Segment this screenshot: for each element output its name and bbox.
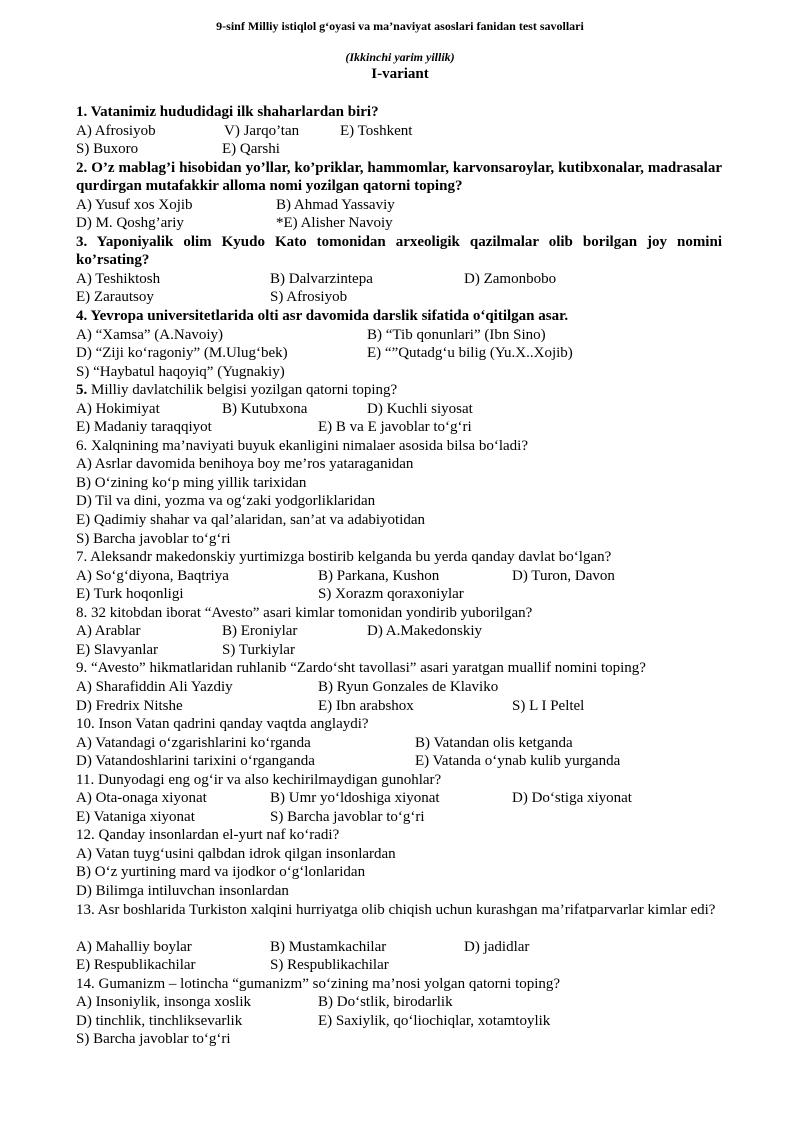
question-9: 9. “Avesto” hikmatlaridan ruhlanib “Zardo‘sht tavollasi” asari yaratgan muallif nomini toping?	[76, 660, 646, 677]
option: A) Teshiktosh	[76, 270, 161, 287]
option: E) Ibn arabshox	[318, 697, 414, 714]
option: B) Parkana, Kushon	[318, 567, 440, 584]
option: B) Do‘stlik, birodarlik	[318, 994, 453, 1011]
option: B) Mustamkachilar	[270, 938, 387, 955]
question-1-options-row-1	[76, 122, 722, 141]
option: D) Fredrix Nitshe	[76, 697, 183, 714]
option: E) Slavyanlar	[76, 641, 159, 658]
option: B) Ahmad Yassaviy	[276, 196, 395, 213]
option: D) Zamonbobo	[464, 270, 557, 287]
option: E) Toshkent	[340, 122, 413, 139]
option: B) Vatandan olis ketganda	[415, 734, 573, 751]
option: D) A.Makedonskiy	[367, 623, 482, 640]
option: B) Umr yo‘ldoshiga xiyonat	[270, 790, 440, 807]
question-7: 7. Aleksandr makedonskiy yurtimizga bostirib kelganda bu yerda qanday davlat bo‘lgan?	[76, 549, 612, 566]
option: E) Respublikachilar	[76, 957, 196, 974]
option: D) Kuchli siyosat	[367, 400, 473, 417]
question-5-text: Milliy davlatchilik belgisi yozilgan qatorni toping?	[87, 382, 398, 399]
question-2-options-row-1	[76, 196, 722, 215]
question-11-options-row-1	[76, 789, 722, 808]
option: E) Madaniy taraqqiyot	[76, 419, 212, 436]
question-3-options-row-1	[76, 270, 722, 289]
semester-label: (Ikkinchi yarim yillik)	[345, 50, 455, 64]
option: D) “Ziji ko‘ragoniy” (M.Ulug‘bek)	[76, 345, 288, 362]
question-13-options-row-2	[76, 956, 722, 975]
question-7-options-row-1	[76, 567, 722, 586]
option: D) M. Qoshg’ariy	[76, 215, 184, 232]
question-13: 13. Asr boshlarida Turkiston xalqini hurriyatga olib chiqish uchun kurashgan ma’rifatparvarlar kimlar edi?	[76, 901, 716, 918]
question-10-options-row-1	[76, 734, 722, 753]
question-4-options-row-1	[76, 326, 722, 345]
question-9-options-row-2	[76, 697, 722, 716]
question-1-options-row-2	[76, 140, 722, 159]
option: A) Ota-onaga xiyonat	[76, 790, 207, 807]
question-1: 1. Vatanimiz hududidagi ilk shaharlardan biri?	[76, 104, 379, 120]
option: E) B va E javoblar to‘g‘ri	[318, 419, 472, 436]
question-8: 8. 32 kitobdan iborat “Avesto” asari kimlar tomonidan yondirib yuborilgan?	[76, 604, 533, 621]
option: A) Asrlar davomida benihoya boy me’ros yataraganidan	[76, 456, 414, 473]
option: S) Xorazm qoraxoniylar	[318, 586, 464, 603]
option: D) jadidlar	[464, 938, 530, 955]
question-13-options-row-1	[76, 938, 722, 957]
option: A) Vatandagi o‘zgarishlarini ko‘rganda	[76, 734, 311, 751]
option: D) Do‘stiga xiyonat	[512, 790, 632, 807]
option: B) O‘z yurtining mard va ijodkor o‘g‘lonlaridan	[76, 864, 366, 881]
option: B) Kutubxona	[222, 400, 308, 417]
option: E) Vataniga xiyonat	[76, 808, 195, 825]
option: E) Vatanda o‘ynab kulib yurganda	[415, 753, 621, 770]
option: A) Arablar	[76, 623, 141, 640]
option: S) Turkiylar	[222, 641, 295, 658]
option: A) So‘g‘diyona, Baqtriya	[76, 567, 229, 584]
option: A) Sharafiddin Ali Yazdiy	[76, 678, 233, 695]
variant-label: I-variant	[371, 66, 429, 82]
question-12: 12. Qanday insonlardan el-yurt naf ko‘radi?	[76, 827, 340, 844]
option: A) Vatan tuyg‘usini qalbdan idrok qilgan insonlardan	[76, 845, 396, 862]
question-5-number: 5.	[76, 382, 88, 399]
question-10-options-row-2	[76, 752, 722, 771]
option: D) Vatandoshlarini tarixini o‘rganganda	[76, 753, 315, 770]
question-10: 10. Inson Vatan qadrini qanday vaqtda anglaydi?	[76, 716, 369, 733]
question-8-options-row-1	[76, 622, 722, 641]
option: A) Afrosiyob	[76, 122, 156, 139]
option: B) Dalvarzintepa	[270, 270, 373, 287]
question-3-options-row-2	[76, 288, 722, 307]
question-14: 14. Gumanizm – lotincha “gumanizm” so‘zining ma’nosi yolgan qatorni toping?	[76, 975, 561, 992]
option: S) Respublikachilar	[270, 957, 389, 974]
option: A) “Xamsa” (A.Navoiy)	[76, 326, 224, 343]
option: D) Turon, Davon	[512, 567, 615, 584]
option: E) “”Qutadg‘u bilig (Yu.X..Xojib)	[367, 345, 573, 362]
question-8-options-row-2	[76, 641, 722, 660]
option: E) Zarautsoy	[76, 289, 154, 306]
question-4: 4. Yevropa universitetlarida olti asr davomida darslik sifatida o‘qitilgan asar.	[76, 308, 569, 325]
option: A) Mahalliy boylar	[76, 938, 192, 955]
option: B) Ryun Gonzales de Klaviko	[318, 678, 499, 695]
option: S) Barcha javoblar to‘g‘ri	[270, 808, 425, 825]
question-9-options-row-1	[76, 678, 722, 697]
option: E) Qarshi	[222, 141, 280, 158]
question-14-options-row-3	[76, 1030, 722, 1049]
option: S) Buxoro	[76, 141, 139, 158]
option: *E) Alisher Navoiy	[276, 215, 393, 232]
option: D) tinchlik, tinchliksevarlik	[76, 1012, 243, 1029]
question-5	[76, 381, 722, 400]
question-14-options-row-2	[76, 1012, 722, 1031]
question-2-options-row-2	[76, 214, 722, 233]
question-2: 2. O’z mablag’i hisobidan yo’llar, ko’priklar, hammomlar, karvonsaroylar, kutibxonalar, madrasalar qurdirgan mutafakkir alloma nomi yozilgan qatorni toping?	[76, 159, 722, 195]
question-5-options-row-2	[76, 418, 722, 437]
question-7-options-row-2	[76, 585, 722, 604]
option: A) Yusuf xos Xojib	[76, 196, 193, 213]
option: S) L I Peltel	[512, 697, 585, 714]
question-5-options-row-1	[76, 400, 722, 419]
option: S) Barcha javoblar to‘g‘ri	[76, 530, 231, 547]
question-14-options-row-1	[76, 993, 722, 1012]
option: B) Eroniylar	[222, 623, 298, 640]
option: B) O‘zining ko‘p ming yillik tarixidan	[76, 474, 307, 491]
option: A) Hokimiyat	[76, 400, 160, 417]
option: E) Qadimiy shahar va qal’alaridan, san’at va adabiyotidan	[76, 512, 426, 529]
document-title: 9-sinf Milliy istiqlol g‘oyasi va ma’naviyat asoslari fanidan test savollari	[216, 19, 584, 33]
questions-body	[76, 103, 722, 1049]
option: B) “Tib qonunlari” (Ibn Sino)	[367, 326, 546, 343]
question-11: 11. Dunyodagi eng og‘ir va also kechirilmaydigan gunohlar?	[76, 771, 442, 788]
option: S) “Haybatul haqoyiq” (Yugnakiy)	[76, 363, 285, 380]
question-11-options-row-2	[76, 808, 722, 827]
option: E) Saxiylik, qo‘liochiqlar, xotamtoylik	[318, 1012, 551, 1029]
option: D) Til va dini, yozma va og‘zaki yodgorliklaridan	[76, 493, 376, 510]
option: A) Insoniylik, insonga xoslik	[76, 994, 251, 1011]
question-4-options-row-3	[76, 363, 722, 382]
option: S) Afrosiyob	[270, 289, 348, 306]
option: S) Barcha javoblar to‘g‘ri	[76, 1031, 231, 1048]
option: V) Jarqo’tan	[224, 122, 300, 139]
question-6: 6. Xalqnining ma’naviyati buyuk ekanligini nimalaer asosida bilsa bo‘ladi?	[76, 437, 528, 454]
question-4-options-row-2	[76, 344, 722, 363]
option: D) Bilimga intiluvchan insonlardan	[76, 882, 289, 899]
question-3: 3. Yaponiyalik olim Kyudo Kato tomonidan arxeoligik qazilmalar olib borilgan joy nomini ko’rsating?	[76, 233, 722, 269]
option: E) Turk hoqonligi	[76, 586, 184, 603]
